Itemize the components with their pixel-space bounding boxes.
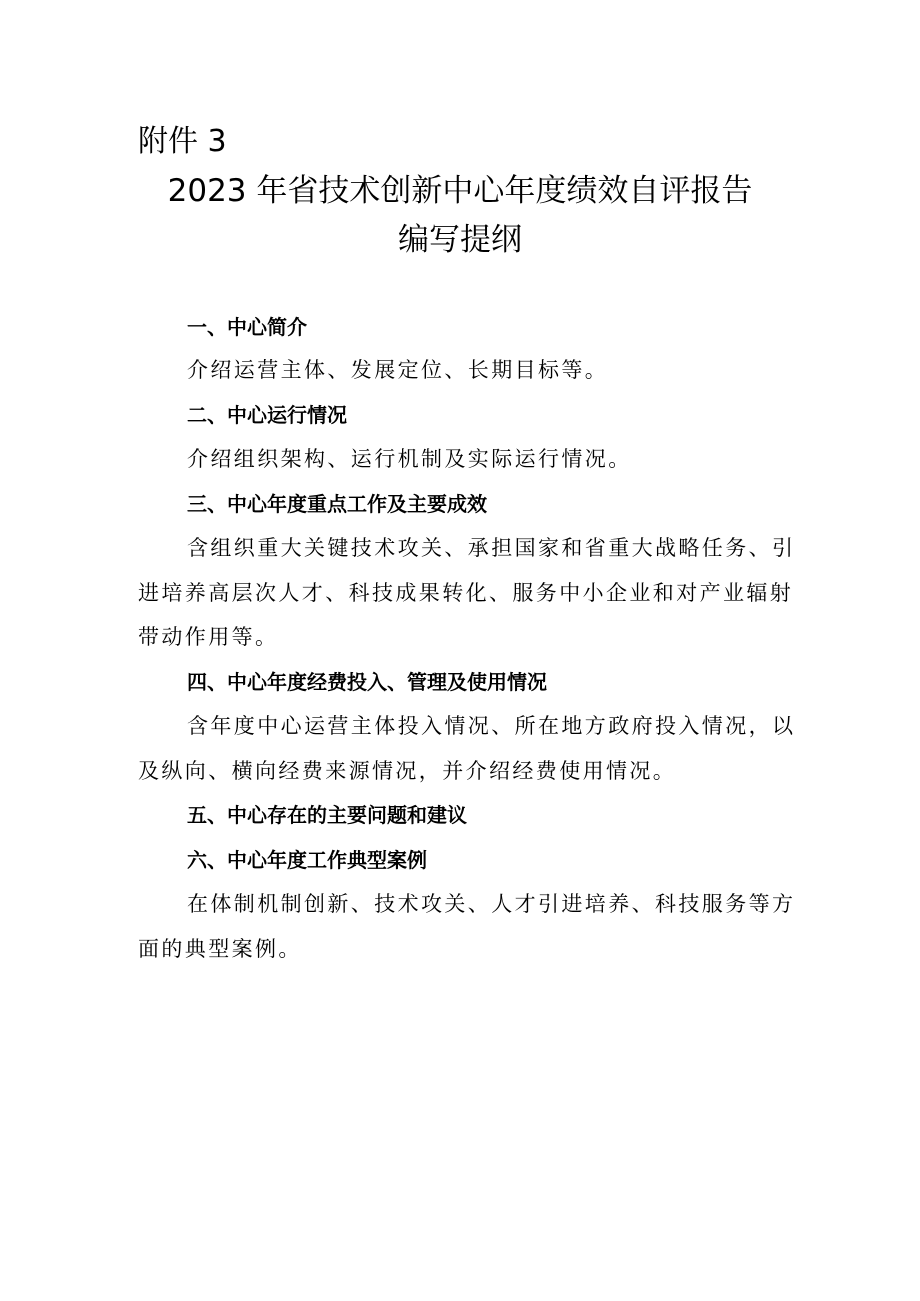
section-3-text-line-3: 带动作用等。 — [138, 625, 279, 649]
section-1-text-line-1: 介绍运营主体、发展定位、长期目标等。 — [187, 358, 609, 382]
section-3-text-line-1: 含组织重大关键技术攻关、承担国家和省重大战略任务、引 — [187, 536, 796, 560]
section-heading-5: 五、中心存在的主要问题和建议 — [187, 803, 467, 827]
section-heading-4: 四、中心年度经费投入、管理及使用情况 — [187, 670, 547, 694]
document-title-line-2: 编写提纲 — [398, 222, 522, 258]
document-title-line-1: 2023 年省技术创新中心年度绩效自评报告 — [167, 173, 753, 209]
section-3-text-line-2: 进培养高层次人才、科技成果转化、服务中小企业和对产业辐射 — [138, 581, 794, 605]
section-heading-3: 三、中心年度重点工作及主要成效 — [187, 492, 487, 516]
section-6-text-line-2: 面的典型案例。 — [138, 937, 302, 961]
attachment-label: 附件 3 — [138, 124, 227, 159]
section-heading-6: 六、中心年度工作典型案例 — [187, 848, 427, 872]
section-4-text-line-2: 及纵向、横向经费来源情况，并介绍经费使用情况。 — [138, 759, 677, 783]
section-2-text-line-1: 介绍组织架构、运行机制及实际运行情况。 — [187, 447, 632, 471]
section-heading-2: 二、中心运行情况 — [187, 403, 347, 427]
section-4-text-line-1: 含年度中心运营主体投入情况、所在地方政府投入情况，以 — [187, 714, 796, 738]
section-6-text-line-1: 在体制机制创新、技术攻关、人才引进培养、科技服务等方 — [187, 892, 796, 916]
section-heading-1: 一、中心简介 — [187, 315, 307, 339]
